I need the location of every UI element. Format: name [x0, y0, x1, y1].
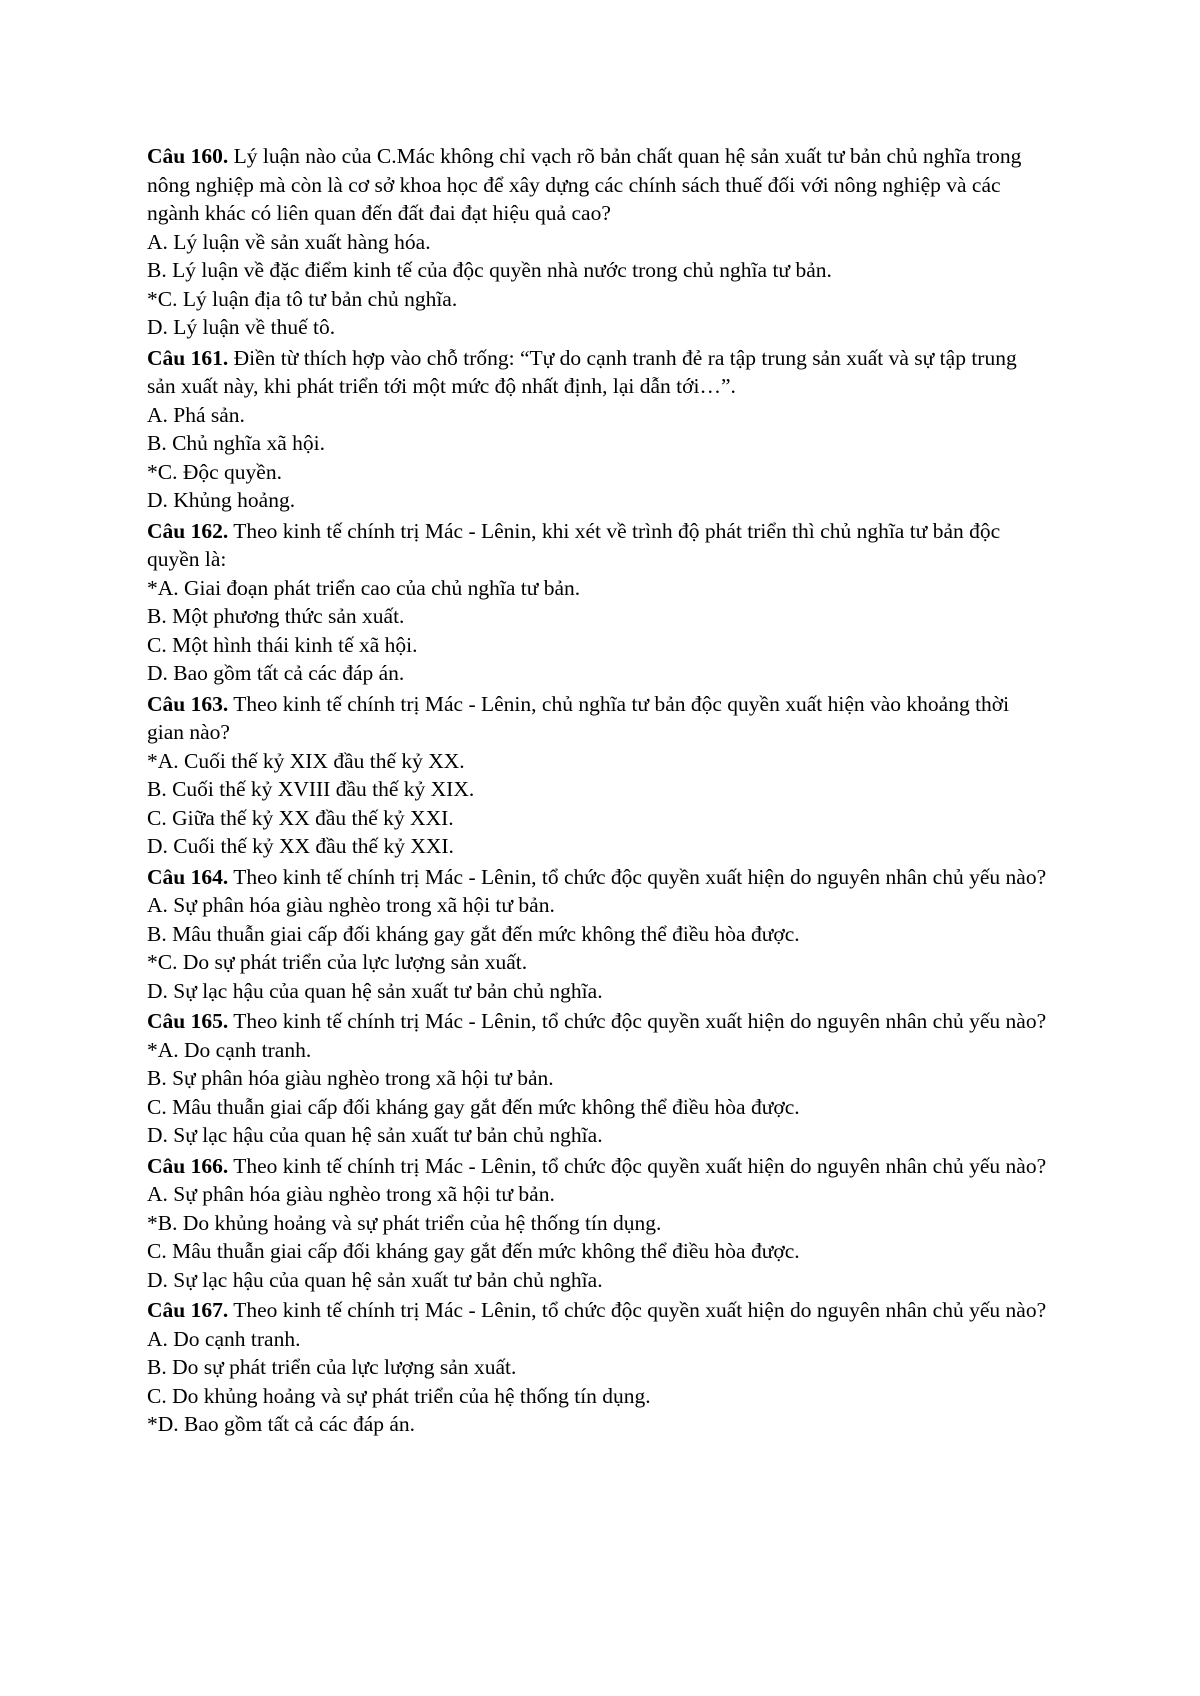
- question-stem: [147, 344, 1047, 401]
- question-number: Câu 161.: [147, 345, 229, 370]
- question-number: Câu 165.: [147, 1009, 229, 1033]
- question-166: [147, 1152, 1047, 1295]
- answer-option-d: D. Sự lạc hậu của quan hệ sản xuất tư bản chủ nghĩa.: [147, 1267, 603, 1292]
- answer-option-d: D. Sự lạc hậu của quan hệ sản xuất tư bản chủ nghĩa.: [147, 1123, 603, 1147]
- question-text: Theo kinh tế chính trị Mác - Lênin, tổ chức độc quyền xuất hiện do nguyên nhân chủ yếu nào?: [228, 1153, 1047, 1178]
- question-text: Theo kinh tế chính trị Mác - Lênin, tổ chức độc quyền xuất hiện do nguyên nhân chủ yếu nào?: [228, 1298, 1047, 1322]
- question-164: [147, 863, 1047, 1006]
- answer-option-d: D. Lý luận về thuế tô.: [147, 315, 336, 339]
- question-number: Câu 162.: [147, 518, 229, 543]
- answer-option-b: *B. Do khủng hoảng và sự phát triển của hệ thống tín dụng.: [147, 1210, 662, 1235]
- answer-option-b: B. Cuối thế kỷ XVIII đầu thế kỷ XIX.: [147, 777, 475, 801]
- answer-option-a: A. Phá sản.: [147, 402, 245, 427]
- answer-option-a: A. Lý luận về sản xuất hàng hóa.: [147, 229, 431, 254]
- answer-option-d: *D. Bao gồm tất cả các đáp án.: [147, 1412, 416, 1436]
- question-167: [147, 1296, 1047, 1439]
- answer-option-a: *A. Do cạnh tranh.: [147, 1037, 312, 1062]
- answer-option-c: *C. Do sự phát triển của lực lượng sản xuất.: [147, 950, 528, 974]
- question-165: [147, 1007, 1047, 1150]
- answer-option-b: B. Mâu thuẫn giai cấp đối kháng gay gắt đến mức không thể điều hòa được.: [147, 921, 800, 946]
- question-stem: [147, 1296, 1047, 1325]
- question-number: Câu 167.: [147, 1298, 229, 1322]
- question-text: Theo kinh tế chính trị Mác - Lênin, chủ nghĩa tư bản độc quyền xuất hiện vào khoảng thời gian nào?: [147, 691, 1010, 744]
- answer-option-b: B. Chủ nghĩa xã hội.: [147, 431, 325, 455]
- question-161: [147, 344, 1047, 515]
- question-stem: [147, 863, 1047, 892]
- answer-option-d: D. Bao gồm tất cả các đáp án.: [147, 661, 405, 685]
- answer-option-d: D. Cuối thế kỷ XX đầu thế kỷ XXI.: [147, 834, 454, 858]
- answer-option-b: B. Một phương thức sản xuất.: [147, 604, 405, 628]
- answer-option-d: D. Sự lạc hậu của quan hệ sản xuất tư bản chủ nghĩa.: [147, 978, 603, 1003]
- answer-option-a: A. Sự phân hóa giàu nghèo trong xã hội tư bản.: [147, 893, 555, 917]
- answer-option-c: C. Do khủng hoảng và sự phát triển của hệ thống tín dụng.: [147, 1383, 651, 1408]
- answer-option-b: B. Lý luận về đặc điểm kinh tế của độc quyền nhà nước trong chủ nghĩa tư bản.: [147, 258, 832, 282]
- answer-option-d: D. Khủng hoảng.: [147, 488, 296, 512]
- question-162: [147, 517, 1047, 688]
- answer-option-a: A. Do cạnh tranh.: [147, 1326, 301, 1351]
- answer-option-c: C. Mâu thuẫn giai cấp đối kháng gay gắt đến mức không thể điều hòa được.: [147, 1094, 800, 1119]
- question-text: Theo kinh tế chính trị Mác - Lênin, tổ chức độc quyền xuất hiện do nguyên nhân chủ yếu nào?: [228, 1009, 1047, 1033]
- question-number: Câu 166.: [147, 1153, 229, 1178]
- answer-option-a: A. Sự phân hóa giàu nghèo trong xã hội tư bản.: [147, 1182, 555, 1206]
- document-page: [147, 142, 1047, 1441]
- question-stem: [147, 1152, 1047, 1181]
- question-text: Theo kinh tế chính trị Mác - Lênin, khi xét về trình độ phát triển thì chủ nghĩa tư bản độc quyền là:: [147, 518, 1001, 571]
- answer-option-b: B. Do sự phát triển của lực lượng sản xuất.: [147, 1355, 517, 1379]
- question-stem: [147, 517, 1047, 574]
- question-text: Lý luận nào của C.Mác không chỉ vạch rõ bản chất quan hệ sản xuất tư bản chủ nghĩa trong nông nghiệp mà còn là cơ sở khoa học để xây dựng các chính sách thuế đối với nông nghiệp và các ngành khác có liên quan đến đất đai đạt hiệu quả cao?: [147, 144, 1022, 225]
- question-text: Theo kinh tế chính trị Mác - Lênin, tổ chức độc quyền xuất hiện do nguyên nhân chủ yếu nào?: [228, 864, 1047, 889]
- answer-option-c: *C. Độc quyền.: [147, 459, 282, 484]
- question-text: Điền từ thích hợp vào chỗ trống: “Tự do cạnh tranh đẻ ra tập trung sản xuất và sự tập trung sản xuất này, khi phát triển tới một mức độ nhất định, lại dẫn tới…”.: [147, 345, 1017, 398]
- question-stem: [147, 1007, 1047, 1036]
- answer-option-c: *C. Lý luận địa tô tư bản chủ nghĩa.: [147, 286, 458, 311]
- answer-option-a: *A. Cuối thế kỷ XIX đầu thế kỷ XX.: [147, 748, 465, 773]
- question-number: Câu 163.: [147, 691, 229, 716]
- answer-option-c: C. Một hình thái kinh tế xã hội.: [147, 632, 418, 657]
- answer-option-c: C. Mâu thuẫn giai cấp đối kháng gay gắt đến mức không thể điều hòa được.: [147, 1239, 800, 1263]
- question-number: Câu 164.: [147, 864, 229, 889]
- answer-option-b: B. Sự phân hóa giàu nghèo trong xã hội tư bản.: [147, 1066, 554, 1090]
- question-163: [147, 690, 1047, 861]
- answer-option-a: *A. Giai đoạn phát triển cao của chủ nghĩa tư bản.: [147, 575, 581, 600]
- question-number: Câu 160.: [147, 144, 229, 168]
- answer-option-c: C. Giữa thế kỷ XX đầu thế kỷ XXI.: [147, 805, 454, 830]
- question-stem: [147, 690, 1047, 747]
- question-160: [147, 142, 1047, 342]
- question-stem: [147, 142, 1047, 228]
